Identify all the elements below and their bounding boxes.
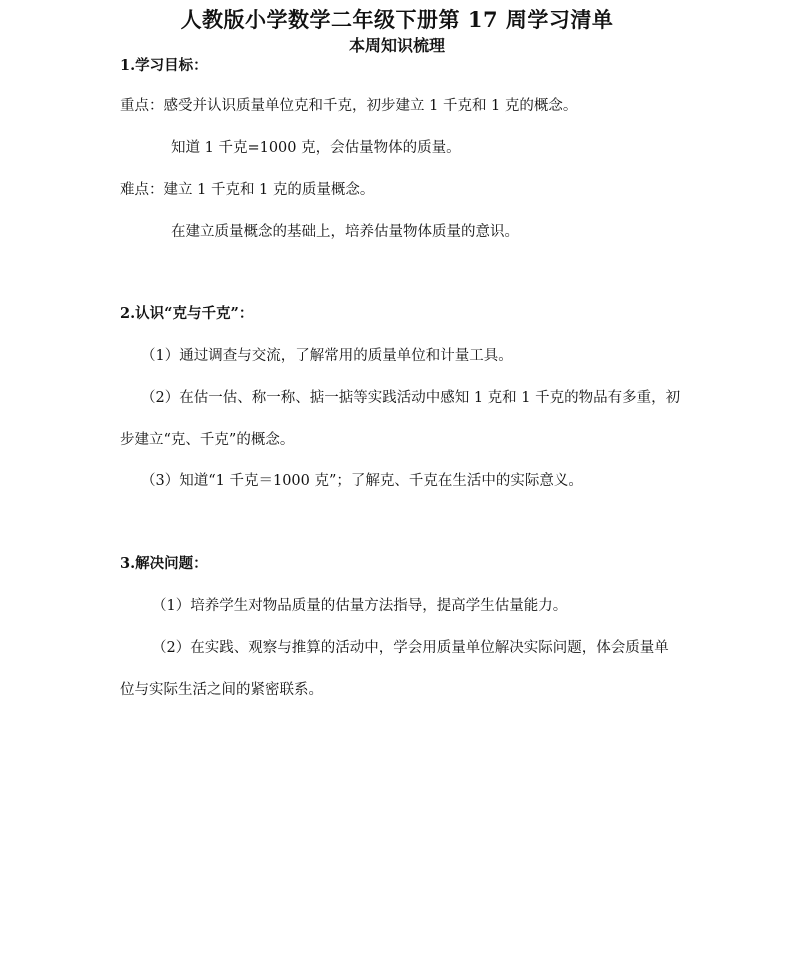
list-item-3-2-continued: 位与实际生活之间的紧密联系。 [120,682,323,698]
paragraph-key-points-2: 知道 1 千克=1000 克，会估量物体的质量。 [171,140,461,156]
list-item-3-2: （2）在实践、观察与推算的活动中，学会用质量单位解决实际问题，体会质量单 [152,640,669,656]
section-heading-problem-solving: 3.解决问题： [120,555,208,572]
list-item-2-3: （3）知道“1 千克＝1000 克”；了解克、千克在生活中的实际意义。 [141,473,583,489]
list-item-2-1: （1）通过调查与交流，了解常用的质量单位和计量工具。 [141,348,513,364]
list-item-2-2-continued: 步建立“克、千克”的概念。 [120,432,295,448]
section-heading-grams-kilograms: 2.认识“克与千克”： [120,305,254,322]
list-item-2-2: （2）在估一估、称一称、掂一掂等实践活动中感知 1 克和 1 千克的物品有多重，初 [141,390,681,406]
section-heading-learning-goals: 1.学习目标： [120,57,208,74]
list-item-3-1: （1）培养学生对物品质量的估量方法指导，提高学生估量能力。 [152,598,568,614]
paragraph-difficulties: 难点：建立 1 千克和 1 克的质量概念。 [120,182,375,198]
document-subtitle: 本周知识梳理 [348,36,445,55]
paragraph-key-points: 重点：感受并认识质量单位克和千克，初步建立 1 千克和 1 克的概念。 [120,98,578,114]
paragraph-difficulties-2: 在建立质量概念的基础上，培养估量物体质量的意识。 [171,224,519,240]
document-title: 人教版小学数学二年级下册第 17 周学习清单 [180,7,614,32]
